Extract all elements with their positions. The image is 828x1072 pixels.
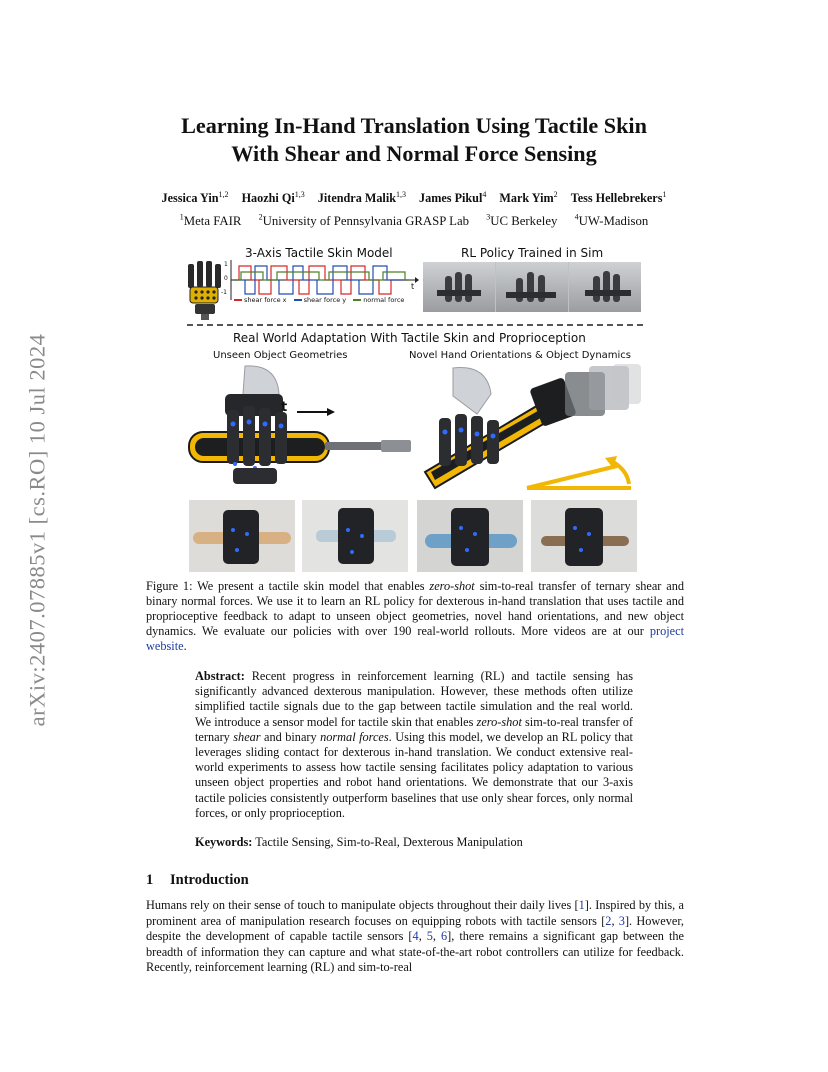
- plot-legend: [229, 296, 404, 304]
- tactile-hand-icon: [185, 260, 225, 322]
- affiliation: $^4$UW-Madison: [574, 213, 649, 229]
- citation-link[interactable]: 3: [618, 913, 625, 928]
- right-subtitle: Novel Hand Orientations & Object Dynamics: [409, 350, 632, 361]
- left-subtitle: Unseen Object Geometries: [213, 350, 348, 361]
- left-hand-scene: [185, 364, 415, 496]
- citation-link[interactable]: 5: [426, 929, 433, 944]
- author: Tess Hellebrekers$^1$: [570, 190, 667, 206]
- title-line-1: Learning In-Hand Translation Using Tactile Skin: [181, 113, 647, 138]
- photo-rolling-pin: [189, 500, 295, 572]
- section-title: Introduction: [170, 872, 249, 888]
- adaptation-title: Real World Adaptation With Tactile Skin and Proprioception: [233, 331, 586, 345]
- legend-shear-y: shear force y: [303, 296, 347, 304]
- citation-link[interactable]: 2: [605, 913, 612, 928]
- arxiv-stamp: arXiv:2407.07885v1 [cs.RO] 10 Jul 2024: [24, 333, 50, 727]
- y-tick-neg1: -1: [221, 289, 227, 296]
- legend-shear-x: shear force x: [244, 296, 287, 304]
- sim-frame-2: [496, 262, 568, 312]
- affiliation-list: [100, 213, 728, 229]
- author: Jitendra Malik$^{1,3}$: [317, 190, 406, 206]
- keywords: Keywords: Tactile Sensing, Sim-to-Real, Dexterous Manipulation: [195, 835, 523, 849]
- author-list: [100, 190, 728, 206]
- sim-panel-title: RL Policy Trained in Sim: [461, 246, 604, 260]
- axis-t-label: t: [411, 282, 415, 291]
- y-tick-1: 1: [224, 261, 228, 268]
- section-heading: [146, 872, 249, 889]
- author: Mark Yim$^2$: [499, 190, 558, 206]
- sim-frame-3: [569, 262, 641, 312]
- keywords-label: Keywords:: [195, 835, 253, 849]
- tactile-model-title: 3-Axis Tactile Skin Model: [245, 246, 393, 260]
- citation-link[interactable]: 6: [441, 929, 448, 944]
- author: Jessica Yin$^{1,2}$: [161, 190, 229, 206]
- affiliation: $^1$Meta FAIR: [179, 213, 242, 229]
- affiliation: $^2$University of Pennsylvania GRASP Lab: [258, 213, 470, 229]
- photo-object-2: [302, 500, 408, 572]
- photo-object-4: [531, 500, 637, 572]
- legend-normal: normal force: [363, 296, 405, 304]
- citation-link[interactable]: 4: [412, 929, 419, 944]
- figure-1: [185, 244, 645, 574]
- figure-caption: Figure 1: We present a tactile skin model that enables zero-shot sim-to-real transfer of ternary shear and binary normal forces. We use it to learn an RL policy for dexterous in-hand translation that uses tactile and proprioceptive feedback to adapt to unseen object geometries, novel hand orientations, and new object dynamics. We evaluate our policies with over 190 real-world rollouts. More videos are at our project website.: [146, 579, 684, 654]
- section-number: 1: [146, 872, 154, 888]
- sim-render-panel: [423, 262, 641, 312]
- title-line-2: With Shear and Normal Force Sensing: [231, 141, 597, 166]
- author: James Pikul$^4$: [419, 190, 487, 206]
- abstract: Abstract: Recent progress in reinforcement learning (RL) and tactile sensing has significantly advanced dexterous manipulation. However, these methods often utilize simplified tactile signals due to the gap between tactile simulation and the real world. We introduce a sensor model for tactile skin that enables zero-shot sim-to-real transfer of ternary shear and binary normal forces. Using this model, we develop an RL policy that leverages sliding contact for dexterous in-hand translation. We conduct extensive real-world experiments to assess how tactile sensing facilitates policy adaptation to various unseen object properties and robot hand orientations. We demonstrate that our 3-axis tactile policies consistently outperform baselines that use only shear forces, only normal forces, or only proprioception.: [195, 669, 633, 820]
- translation-arrow-label: t: [281, 400, 288, 415]
- right-hand-scene: [417, 364, 645, 496]
- affiliation: $^3$UC Berkeley: [486, 213, 558, 229]
- introduction-paragraph: Humans rely on their sense of touch to manipulate objects throughout their daily lives [1]. Inspired by this, a prominent area of manipulation research focuses on equipping robots with tactile sensors [2, 3]. However, despite the development of capable tactile sensors [4, 5, 6], there remains a significant gap between the breadth of information they can capture and what state-of-the-art robot controllers can utilize for feedback. Recently, reinforcement learning (RL) and sim-to-real: [146, 898, 684, 975]
- citation-link[interactable]: 1: [578, 898, 585, 912]
- sim-frame-1: [423, 262, 495, 312]
- project-website-link[interactable]: project website: [146, 624, 684, 654]
- y-tick-0: 0: [224, 275, 228, 282]
- figure-divider: [187, 324, 643, 326]
- abstract-label: Abstract:: [195, 669, 245, 683]
- author: Haozhi Qi$^{1,3}$: [241, 190, 305, 206]
- paper-title: [140, 112, 688, 168]
- photo-object-3: [417, 500, 523, 572]
